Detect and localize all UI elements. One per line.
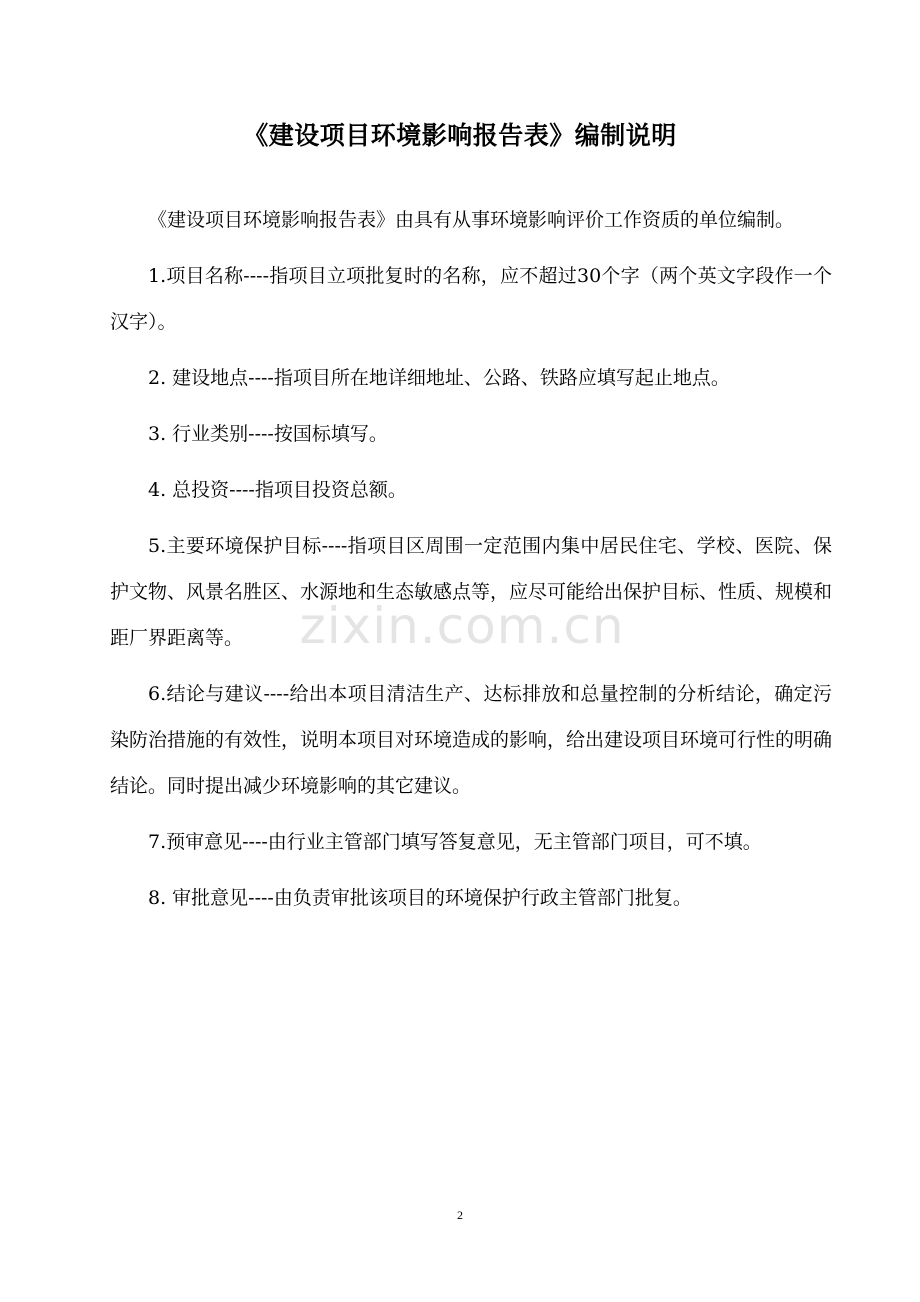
paragraph-pre-review: 7.预审意见----由行业主管部门填写答复意见，无主管部门项目，可不填。: [148, 831, 762, 853]
page-title: 《建设项目环境影响报告表》编制说明: [243, 121, 677, 150]
paragraph-industry-category: 3. 行业类别----按国标填写。: [148, 423, 388, 445]
page-number: 2: [457, 1208, 463, 1222]
paragraph-construction-site: 2. 建设地点----指项目所在地详细地址、公路、铁路应填写起止地点。: [148, 367, 730, 389]
document-body: [110, 197, 832, 931]
paragraph-conclusions: 6.结论与建议----给出本项目清洁生产、达标排放和总量控制的分析结论，确定污染防治措施的有效性，说明本项目对环境造成的影响，给出建设项目环境可行性的明确结论。同时提出减少环境影响的其它建议。: [110, 683, 833, 797]
paragraph-intro: 《建设项目环境影响报告表》由具有从事环境影响评价工作资质的单位编制。: [148, 209, 795, 231]
paragraph-approval: 8. 审批意见----由负责审批该项目的环境保护行政主管部门批复。: [148, 887, 692, 909]
watermark: zixin.com.cn: [299, 597, 625, 655]
paragraph-project-name: 1.项目名称----指项目立项批复时的名称，应不超过30个字（两个英文字段作一个汉字）。: [110, 265, 832, 333]
paragraph-protection-targets: 5.主要环境保护目标----指项目区周围一定范围内集中居民住宅、学校、医院、保护文物、风景名胜区、水源地和生态敏感点等，应尽可能给出保护目标、性质、规模和距厂界距离等。: [110, 535, 833, 649]
paragraph-total-investment: 4. 总投资----指项目投资总额。: [148, 479, 407, 501]
